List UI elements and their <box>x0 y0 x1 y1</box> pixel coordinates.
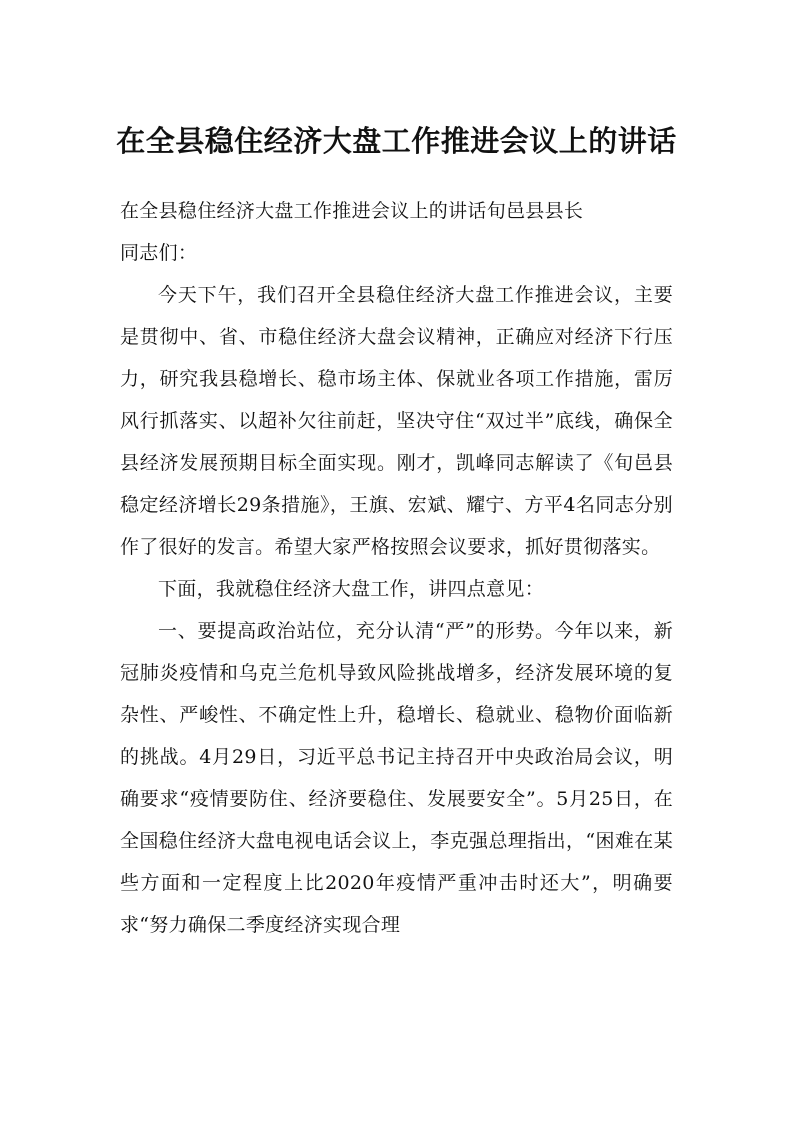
paragraph-point-one: 一、要提高政治站位，充分认清“严”的形势。今年以来，新冠肺炎疫情和乌克兰危机导致风险挑战增多，经济发展环境的复杂性、严峻性、不确定性上升，稳增长、稳就业、稳物价面临新的挑战。4月29日，习近平总书记主持召开中央政治局会议，明确要求“疫情要防住、经济要稳住、发展要安全”。5月25日，在全国稳住经济大盘电视电话会议上，李克强总理指出，“困难在某些方面和一定程度上比2020年疫情严重冲击时还大”，明确要求“努力确保二季度经济实现合理 <box>120 620 673 936</box>
document-title: 在全县稳住经济大盘工作推进会议上的讲话 <box>116 124 677 158</box>
salutation: 同志们： <box>120 242 198 264</box>
document-body <box>120 190 673 946</box>
subtitle-line: 在全县稳住经济大盘工作推进会议上的讲话旬邑县县长 <box>120 200 584 222</box>
paragraph-outline: 下面，我就稳住经济大盘工作，讲四点意见： <box>158 578 545 600</box>
paragraph-opening: 今天下午，我们召开全县稳住经济大盘工作推进会议，主要是贯彻中、省、市稳住经济大盘会议精神，正确应对经济下行压力，研究我县稳增长、稳市场主体、保就业各项工作措施，雷厉风行抓落实、以超补欠往前赶，坚决守住“双过半”底线，确保全县经济发展预期目标全面实现。刚才，凯峰同志解读了《旬邑县稳定经济增长29条措施》，王旗、宏斌、耀宁、方平4名同志分别作了很好的发言。希望大家严格按照会议要求，抓好贯彻落实。 <box>120 284 673 558</box>
